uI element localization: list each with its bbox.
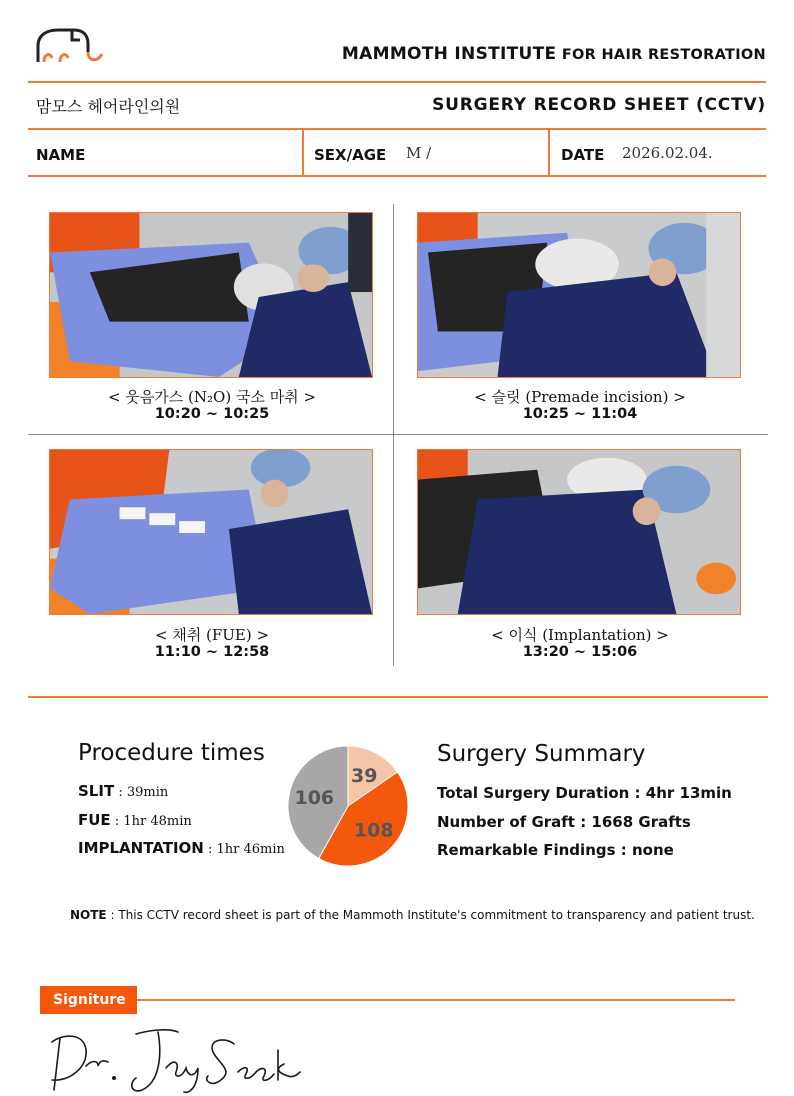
- institute-name-sub: FOR HAIR RESTORATION: [561, 47, 766, 63]
- divider: [28, 81, 766, 83]
- photo-caption: < 이식 (Implantation) >: [491, 626, 669, 644]
- divider: [28, 128, 766, 130]
- procedure-label: FUE: [78, 811, 111, 829]
- clinic-name-kr: 맘모스 헤어라인의원: [36, 97, 181, 116]
- handwritten-signature: [38, 1020, 308, 1096]
- pie-data-label: 108: [353, 819, 394, 842]
- summary-duration: Total Surgery Duration : 4hr 13min: [437, 784, 732, 802]
- procedure-row-slit: [78, 782, 168, 800]
- field-separator: [302, 129, 304, 175]
- signature-line: [137, 999, 735, 1001]
- summary-findings: Remarkable Findings : none: [437, 841, 674, 859]
- procedure-row-implantation: [78, 839, 285, 857]
- divider: [28, 175, 766, 177]
- photo-time: 11:10 ~ 12:58: [154, 644, 270, 660]
- cctv-photo-fue: [49, 449, 373, 615]
- photo-caption: < 슬릿 (Premade incision) >: [474, 388, 686, 406]
- signature-label: Signiture: [40, 986, 137, 1014]
- grid-divider-horizontal: [28, 434, 768, 435]
- procedure-label: IMPLANTATION: [78, 839, 204, 857]
- grid-divider-vertical: [393, 204, 394, 666]
- procedure-value: : 1hr 46min: [203, 842, 285, 857]
- pie-data-label: 39: [350, 765, 378, 788]
- cctv-photo-anesthesia: [49, 212, 373, 378]
- cctv-photo-implantation: [417, 449, 741, 615]
- photo-time: 13:20 ~ 15:06: [522, 644, 638, 660]
- institute-name-main: MAMMOTH INSTITUTE: [341, 44, 557, 64]
- pie-data-label: 106: [294, 787, 335, 810]
- sex-age-value: M /: [406, 144, 432, 162]
- institute-name: [300, 44, 766, 64]
- procedure-label: SLIT: [78, 782, 115, 800]
- sheet-title: SURGERY RECORD SHEET (CCTV): [432, 95, 766, 115]
- name-label: NAME: [36, 146, 86, 164]
- procedure-value: : 39min: [114, 785, 169, 800]
- date-label: DATE: [561, 146, 605, 164]
- procedure-times-title: Procedure times: [78, 740, 265, 766]
- photo-time: 10:25 ~ 11:04: [522, 406, 638, 422]
- note-label: NOTE: [70, 908, 107, 922]
- field-separator: [548, 129, 550, 175]
- photo-time: 10:20 ~ 10:25: [154, 406, 270, 422]
- photo-caption: < 웃음가스 (N₂O) 국소 마취 >: [107, 388, 317, 406]
- date-value: 2026.02.04.: [622, 144, 713, 162]
- photo-caption: < 채취 (FUE) >: [154, 626, 270, 644]
- procedure-row-fue: [78, 811, 192, 829]
- summary-graft-count: Number of Graft : 1668 Grafts: [437, 813, 691, 831]
- divider: [28, 696, 768, 698]
- procedure-pie-chart: [286, 744, 410, 868]
- cctv-photo-slit: [417, 212, 741, 378]
- note-text: : This CCTV record sheet is part of the Mammoth Institute's commitment to transparency and patient trust.: [106, 908, 755, 922]
- surgery-summary-title: Surgery Summary: [437, 741, 646, 767]
- sex-age-label: SEX/AGE: [314, 146, 387, 164]
- note: [70, 908, 755, 922]
- procedure-value: : 1hr 48min: [110, 814, 192, 829]
- elephant-logo-icon: [36, 28, 108, 64]
